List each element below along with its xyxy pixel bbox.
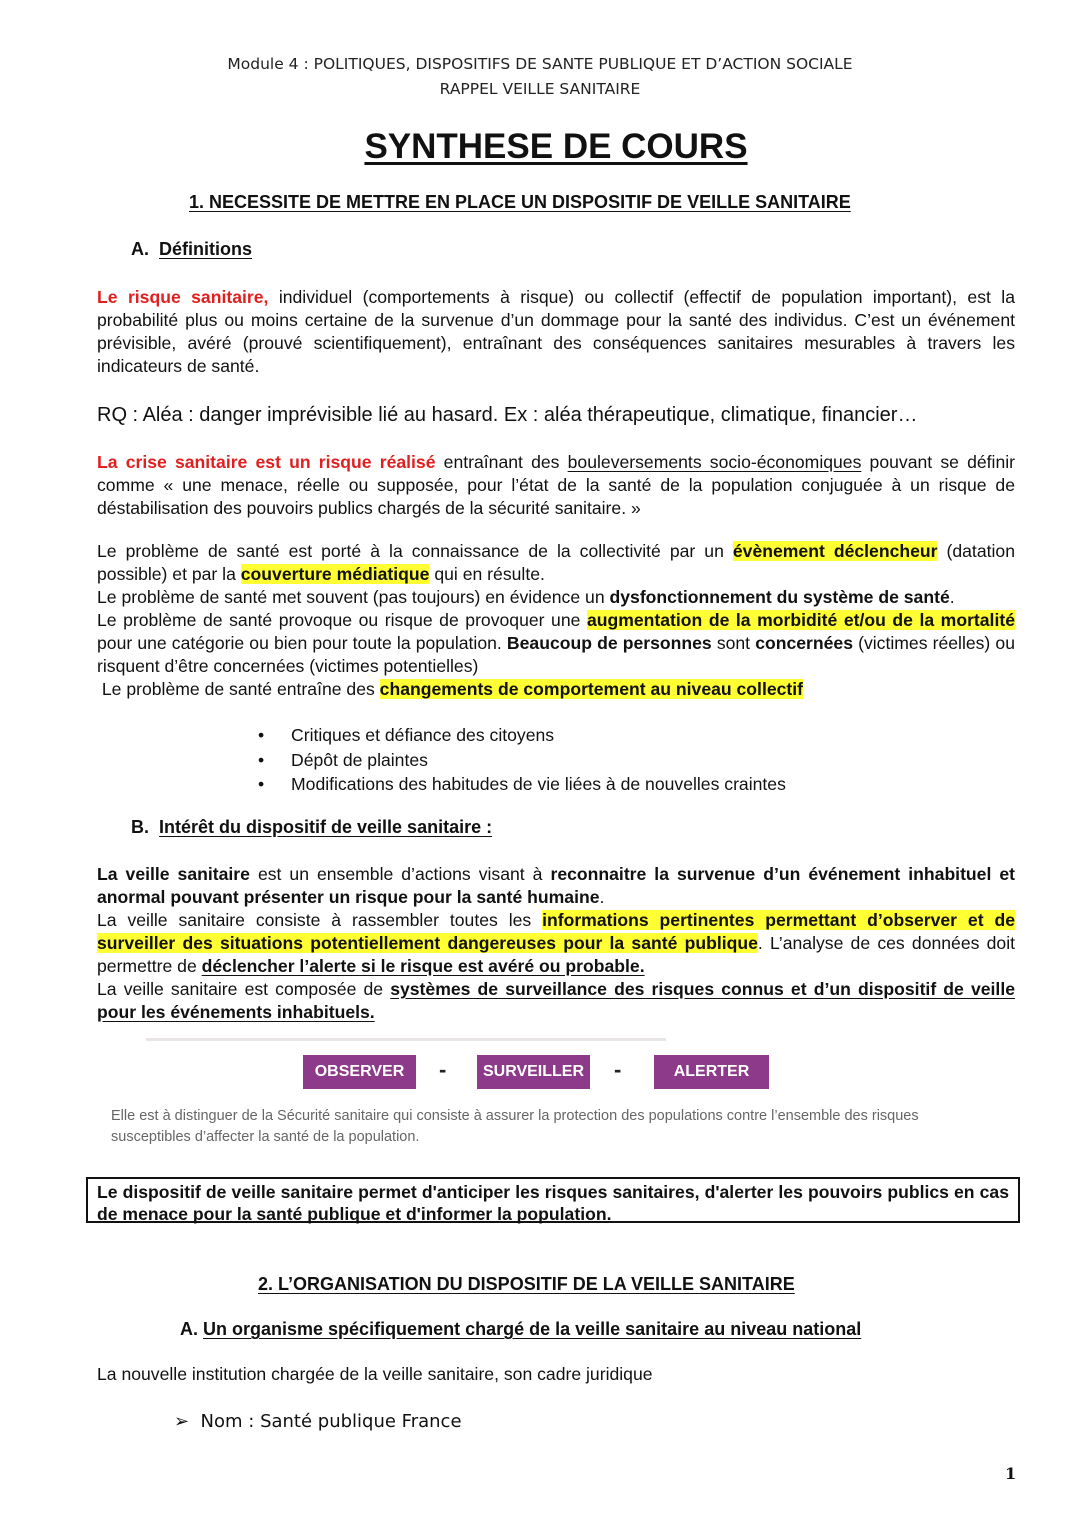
paragraph-crise-sanitaire: La crise sanitaire est un risque réalisé entraînant des bouleversements socio-économiques pouvant se définir comme « une menace, réelle ou supposée, pour l’état de la santé de la population conjuguée à un risque de déstabilisation des pouvoirs publics chargés de la sécurité sanitaire. » xyxy=(97,452,1016,518)
bullet-list xyxy=(258,723,786,797)
term-crise-sanitaire: La crise sanitaire est un risque réalisé xyxy=(97,452,436,472)
step-alerter: ALERTER xyxy=(654,1055,769,1089)
highlight-informations: informations pertinentes permettant d’observer et de surveiller des situations potentiellement dangereuses pour la santé publique xyxy=(97,910,1015,953)
term-risque-sanitaire: Le risque sanitaire, xyxy=(97,287,269,307)
highlight-morbidite: augmentation de la morbidité et/ou de la mortalité xyxy=(586,610,1015,630)
arrow-bullet-icon: ➢ xyxy=(174,1411,190,1432)
page-number: 1 xyxy=(1005,1464,1017,1483)
section2-subA-heading xyxy=(180,1319,861,1340)
section1-subA-heading xyxy=(131,239,252,260)
highlight-evenement: évènement déclencheur xyxy=(732,541,938,561)
section2-subA-letter: A. xyxy=(180,1319,198,1339)
summary-box: Le dispositif de veille sanitaire permet d'anticiper les risques sanitaires, d'alerter les pouvoirs publics en cas de menace pour la santé publique et d'informer la population. xyxy=(86,1177,1020,1223)
section1-heading: 1. NECESSITE DE METTRE EN PLACE UN DISPOSITIF DE VEILLE SANITAIRE xyxy=(189,192,851,212)
paragraph-probleme-sante: Le problème de santé est porté à la connaissance de la collectivité par un évènement déclencheur (datation possible) et par la couverture médiatique qui en résulte. Le problème de santé met souvent (pas toujours) en évidence un dysfonctionnement du système de santé. Le problème de santé provoque ou risque de provoquer une augmentation de la morbidité et/ou de la mortalité pour une catégorie ou bien pour toute la population. Beaucoup de personnes sont concernées (victimes réelles) ou risquent d’être concernées (victimes potentielles) Le problème de santé entraîne des changements de comportement au niveau collectif xyxy=(97,541,1015,699)
securite-sanitaire-note: Elle est à distinguer de la Sécurité sanitaire qui consiste à assurer la protection des populations contre l’ensemble des risques susceptibles d’affecter la santé de la population. xyxy=(111,1108,919,1145)
highlight-couverture: couverture médiatique xyxy=(240,564,430,584)
section1-subB-heading xyxy=(131,817,492,838)
remark-alea: RQ : Aléa : danger imprévisible lié au hasard. Ex : aléa thérapeutique, climatique, financier… xyxy=(97,404,918,426)
highlight-changements: changements de comportement au niveau collectif xyxy=(379,679,804,699)
nom-item: ➢ Nom : Santé publique France xyxy=(174,1411,462,1432)
step-separator: - xyxy=(439,1057,447,1082)
step-observer: OBSERVER xyxy=(303,1055,416,1089)
subB-letter: B. xyxy=(131,817,149,837)
list-item: • Dépôt de plaintes xyxy=(258,748,786,773)
header-subtitle: RAPPEL VEILLE SANITAIRE xyxy=(439,80,641,98)
subA-title: Définitions xyxy=(159,239,253,259)
section2-heading: 2. L’ORGANISATION DU DISPOSITIF DE LA VEILLE SANITAIRE xyxy=(258,1274,795,1294)
paragraph-veille-sanitaire: La veille sanitaire est un ensemble d’actions visant à reconnaitre la survenue d’un événement inhabituel et anormal pouvant présenter un risque pour la santé humaine. La veille sanitaire consiste à rassembler toutes les informations pertinentes permettant d’observer et de surveiller des situations potentiellement dangereuses pour la santé publique. L’analyse de ces données doit permettre de déclencher l’alerte si le risque est avéré ou probable. La veille sanitaire est composée de systèmes de surveillance des risques connus et d’un dispositif de veille pour les événements inhabituels. xyxy=(97,864,1016,1022)
page-title: SYNTHESE DE COURS xyxy=(364,127,748,166)
subA-letter: A. xyxy=(131,239,149,259)
list-item: • Modifications des habitudes de vie liées à de nouvelles craintes xyxy=(258,772,786,797)
section2-intro: La nouvelle institution chargée de la veille sanitaire, son cadre juridique xyxy=(97,1364,653,1384)
header-module: Module 4 : POLITIQUES, DISPOSITIFS DE SANTE PUBLIQUE ET D’ACTION SOCIALE xyxy=(227,55,853,73)
step-surveiller: SURVEILLER xyxy=(477,1055,590,1089)
subB-title: Intérêt du dispositif de veille sanitaire : xyxy=(159,817,493,837)
faded-caption-line xyxy=(146,1038,666,1041)
list-item: • Critiques et défiance des citoyens xyxy=(258,723,786,748)
step-separator: - xyxy=(614,1057,622,1082)
paragraph-risque-sanitaire: Le risque sanitaire, individuel (comportements à risque) ou collectif (effectif de population important), est la probabilité plus ou moins certaine de la survenue d’un dommage pour la santé des individus. C’est un événement prévisible, avéré (prouvé scientifiquement), entraînant des conséquences sanitaires mesurables à travers les indicateurs de santé. xyxy=(97,287,1015,376)
section2-subA-title: Un organisme spécifiquement chargé de la veille sanitaire au niveau national xyxy=(203,1319,862,1339)
